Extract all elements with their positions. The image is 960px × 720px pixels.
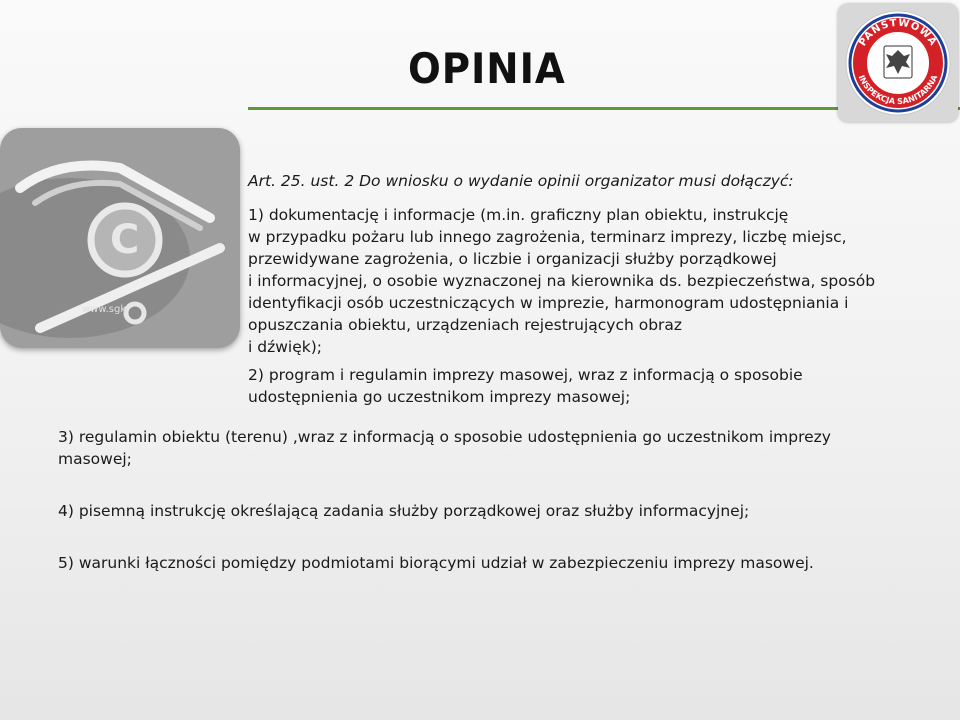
- item-4: 4) pisemną instrukcję określającą zadania służby porządkowej oraz służby informacyjnej;: [58, 502, 750, 520]
- decorative-photo: [0, 128, 240, 348]
- slide-title: OPINIA: [408, 44, 566, 93]
- article-intro: Art. 25. ust. 2 Do wniosku o wydanie opinii organizator musi dołączyć:: [248, 172, 794, 190]
- item-1-line-2: w przypadku pożaru lub innego zagrożenia, terminarz imprezy, liczbę miejsc,: [248, 228, 847, 246]
- item-3-line-1: 3) regulamin obiektu (terenu) ,wraz z informacją o sposobie udostępnienia go uczestnikom imprezy: [58, 428, 831, 446]
- item-1-line-1: 1) dokumentację i informacje (m.in. graficzny plan obiektu, instrukcję: [248, 206, 789, 224]
- inspection-logo: [838, 4, 958, 122]
- logo-bottom-text: INSPEKCJA SANITARNA: [856, 73, 940, 107]
- item-5: 5) warunki łączności pomiędzy podmiotami biorącymi udział w zabezpieczeniu imprezy masowej.: [58, 554, 814, 572]
- item-1-line-5: identyfikacji osób uczestniczących w imprezie, harmonogram udostępniania i: [248, 294, 849, 312]
- item-1-line-7: i dźwięk);: [248, 338, 322, 356]
- clip-c-logo-icon: [0, 128, 240, 348]
- item-1-line-4: i informacyjnej, o osobie wyznaczonej na kierownika ds. bezpieczeństwa, sposób: [248, 272, 876, 290]
- logo-top-text: PAŃSTWOWA: [857, 17, 939, 49]
- item-2-line-1: 2) program i regulamin imprezy masowej, wraz z informacją o sposobie: [248, 366, 803, 384]
- item-1-line-3: przewidywane zagrożenia, o liczbie i organizacji służby porządkowej: [248, 250, 777, 268]
- svg-text:C: C: [110, 217, 140, 263]
- polish-eagle-emblem-icon: [838, 4, 958, 122]
- item-1-line-6: opuszczania obiektu, urządzeniach rejestrujących obraz: [248, 316, 683, 334]
- item-2-line-2: udostępnienia go uczestnikom imprezy masowej;: [248, 388, 631, 406]
- item-3-line-2: masowej;: [58, 450, 132, 468]
- photo-watermark: www.sgk: [82, 304, 127, 315]
